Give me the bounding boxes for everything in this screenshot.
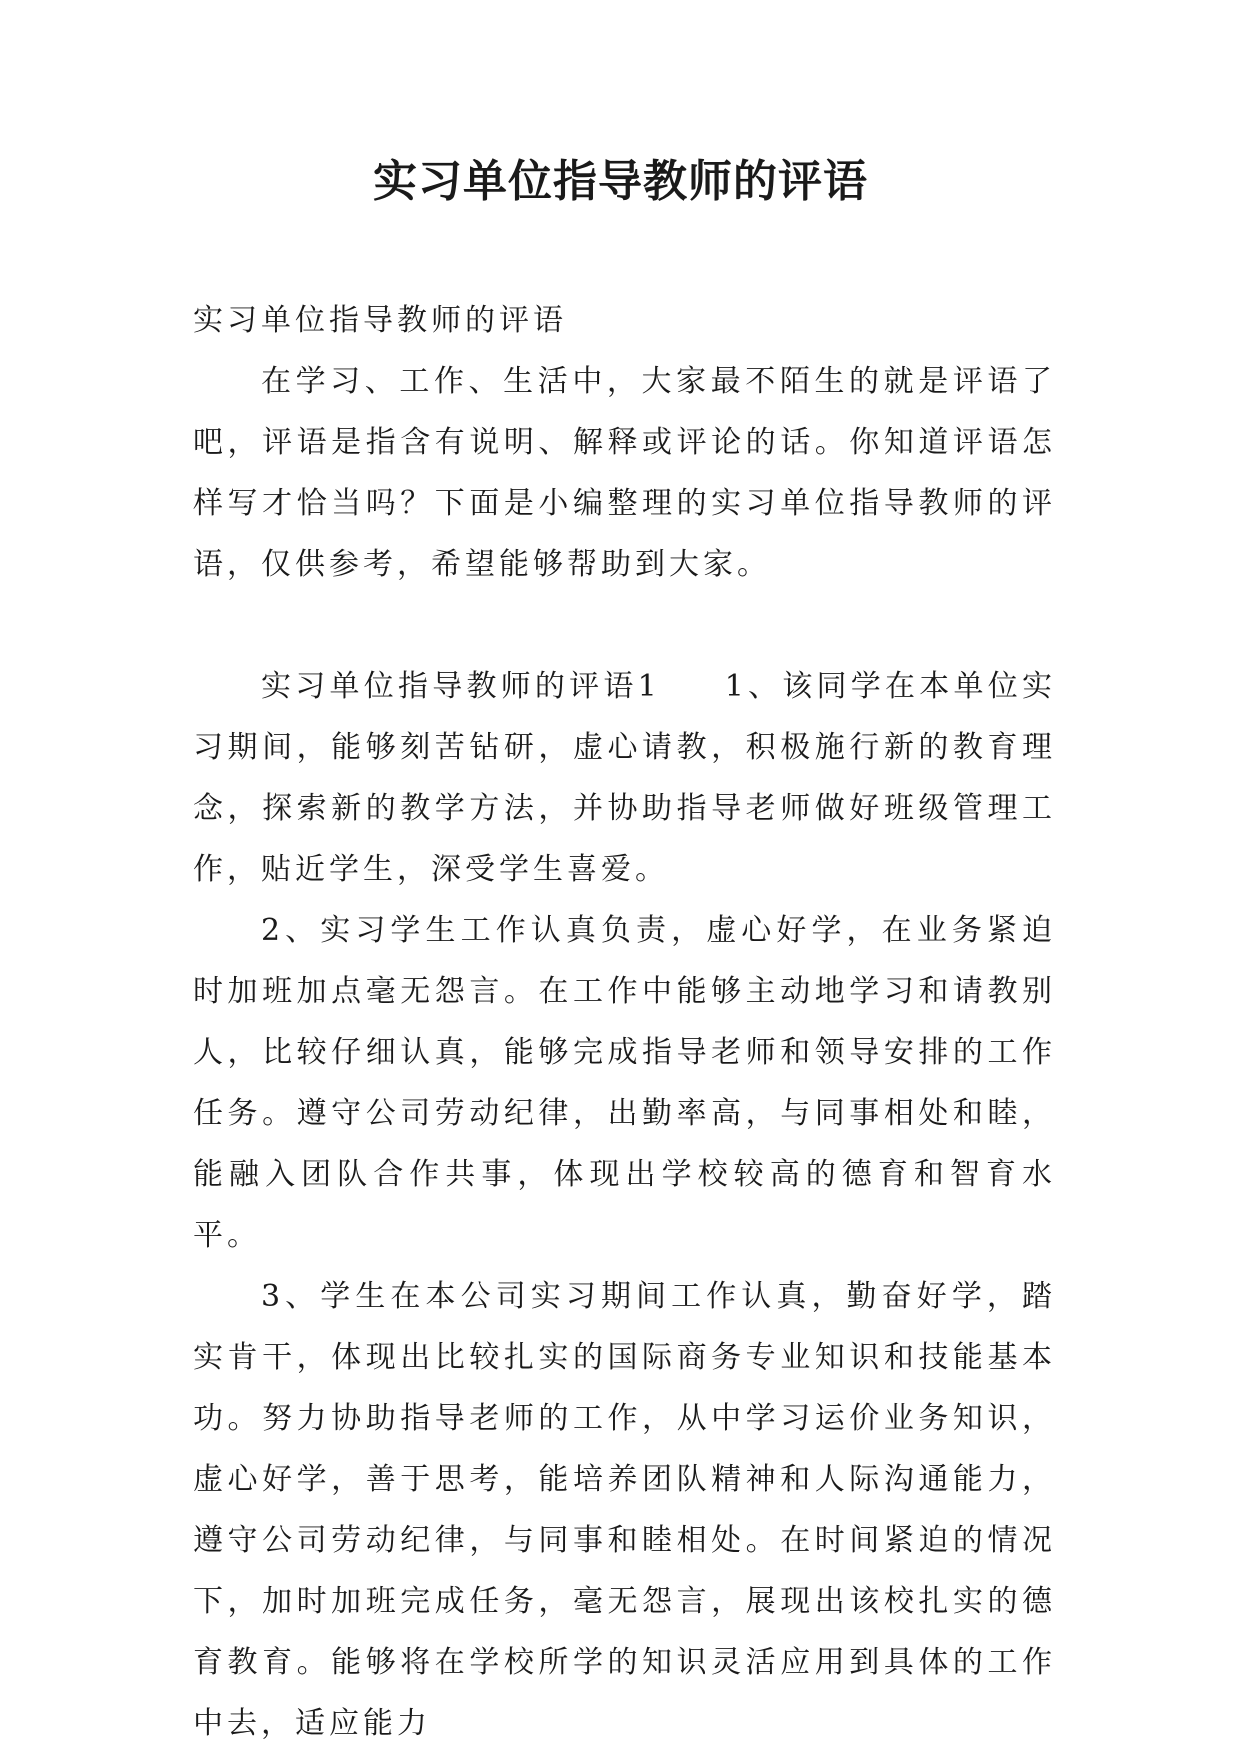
section-heading: 实习单位指导教师的评语1 xyxy=(261,669,661,704)
document-subtitle: 实习单位指导教师的评语 xyxy=(193,303,567,338)
item-3-paragraph: 3、学生在本公司实习期间工作认真，勤奋好学，踏实肯干，体现出比较扎实的国际商务专业知识和技能基本功。努力协助指导老师的工作，从中学习运价业务知识，虚心好学，善于思考，能培养团队精神和人际沟通能力，遵守公司劳动纪律，与同事和睦相处。在时间紧迫的情况下，加时加班完成任务，毫无怨言，展现出该校扎实的德育教育。能够将在学校所学的知识灵活应用到具体的工作中去，适应能力 xyxy=(193,1279,1056,1741)
intro-paragraph: 在学习、工作、生活中，大家最不陌生的就是评语了吧，评语是指含有说明、解释或评论的话。你知道评语怎样写才恰当吗？下面是小编整理的实习单位指导教师的评语，仅供参考，希望能够帮助到大家。 xyxy=(193,364,1056,582)
document-title: 实习单位指导教师的评语 xyxy=(373,156,868,207)
item-1-text: 1、该同学在本单位实习期间，能够刻苦钻研，虚心请教，积极施行新的教育理念，探索新的教学方法，并协助指导老师做好班级管理工作，贴近学生，深受学生喜爱。 xyxy=(193,669,1056,887)
item-2-paragraph: 2、实习学生工作认真负责，虚心好学，在业务紧迫时加班加点毫无怨言。在工作中能够主动地学习和请教别人，比较仔细认真，能够完成指导老师和领导安排的工作任务。遵守公司劳动纪律，出勤率高，与同事相处和睦，能融入团队合作共事，体现出学校较高的德育和智育水平。 xyxy=(193,913,1056,1253)
section-1-paragraph xyxy=(193,656,1056,900)
document-body xyxy=(193,290,1056,1754)
